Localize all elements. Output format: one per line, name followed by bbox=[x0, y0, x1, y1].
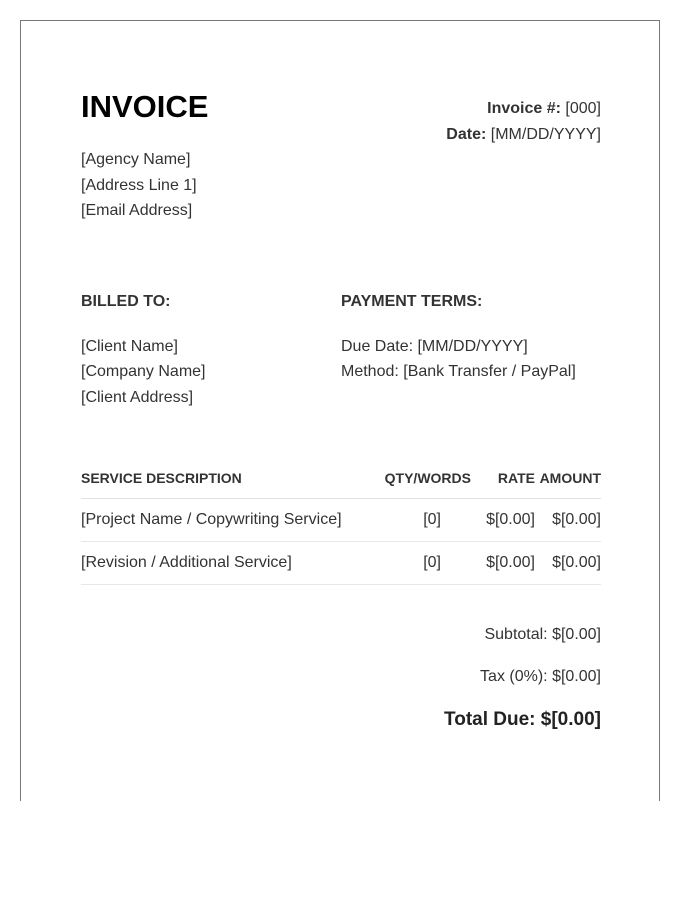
agency-name: [Agency Name] bbox=[81, 151, 191, 168]
billed-to-heading: BILLED TO: bbox=[81, 292, 171, 310]
company-name: [Company Name] bbox=[81, 363, 206, 380]
line-items-table bbox=[81, 470, 601, 585]
tax: Tax (0%): $[0.00] bbox=[480, 668, 601, 685]
totals-section bbox=[81, 625, 601, 731]
row-rate: $[0.00] bbox=[471, 542, 535, 585]
client-name: [Client Name] bbox=[81, 337, 178, 355]
due-date: Due Date: [MM/DD/YYYY] bbox=[341, 337, 528, 355]
client-address: [Client Address] bbox=[81, 388, 194, 406]
billed-to-details bbox=[81, 334, 341, 411]
table-header-row bbox=[81, 470, 601, 499]
payment-terms-details bbox=[341, 334, 601, 385]
table-row bbox=[81, 499, 601, 542]
row-qty: [0] bbox=[381, 542, 471, 585]
subtotal: Subtotal: $[0.00] bbox=[484, 626, 601, 643]
payment-method: Method: [Bank Transfer / PayPal] bbox=[341, 363, 576, 380]
row-description: [Project Name / Copywriting Service] bbox=[81, 499, 381, 542]
row-rate: $[0.00] bbox=[471, 499, 535, 542]
invoice-date-label: Date: bbox=[446, 126, 487, 143]
invoice-meta bbox=[446, 96, 601, 148]
total-due: Total Due: $[0.00] bbox=[444, 709, 601, 730]
header-amount: AMOUNT bbox=[535, 470, 601, 499]
agency-block bbox=[81, 91, 208, 224]
invoice-date-value: [MM/DD/YYYY] bbox=[490, 126, 601, 143]
invoice-content bbox=[81, 91, 601, 731]
invoice-number bbox=[446, 96, 601, 122]
header-rate: RATE bbox=[471, 470, 535, 499]
header-qty: QTY/WORDS bbox=[381, 470, 471, 499]
payment-terms-heading: PAYMENT TERMS: bbox=[341, 292, 483, 310]
row-amount: $[0.00] bbox=[535, 499, 601, 542]
header-description: SERVICE DESCRIPTION bbox=[81, 470, 381, 499]
invoice-date bbox=[446, 122, 601, 148]
row-amount: $[0.00] bbox=[535, 542, 601, 585]
agency-address: [Address Line 1] bbox=[81, 176, 197, 194]
agency-email: [Email Address] bbox=[81, 202, 193, 219]
parties-section bbox=[81, 292, 601, 411]
billed-to-block bbox=[81, 292, 341, 411]
row-qty: [0] bbox=[381, 499, 471, 542]
invoice-page bbox=[20, 20, 660, 801]
invoice-number-label: Invoice #: bbox=[487, 100, 561, 117]
table-row bbox=[81, 542, 601, 585]
invoice-header bbox=[81, 91, 601, 224]
row-description: [Revision / Additional Service] bbox=[81, 542, 381, 585]
payment-terms-block bbox=[341, 292, 601, 411]
agency-details bbox=[81, 147, 208, 224]
invoice-title: INVOICE bbox=[81, 89, 209, 124]
invoice-number-value: [000] bbox=[565, 100, 601, 117]
